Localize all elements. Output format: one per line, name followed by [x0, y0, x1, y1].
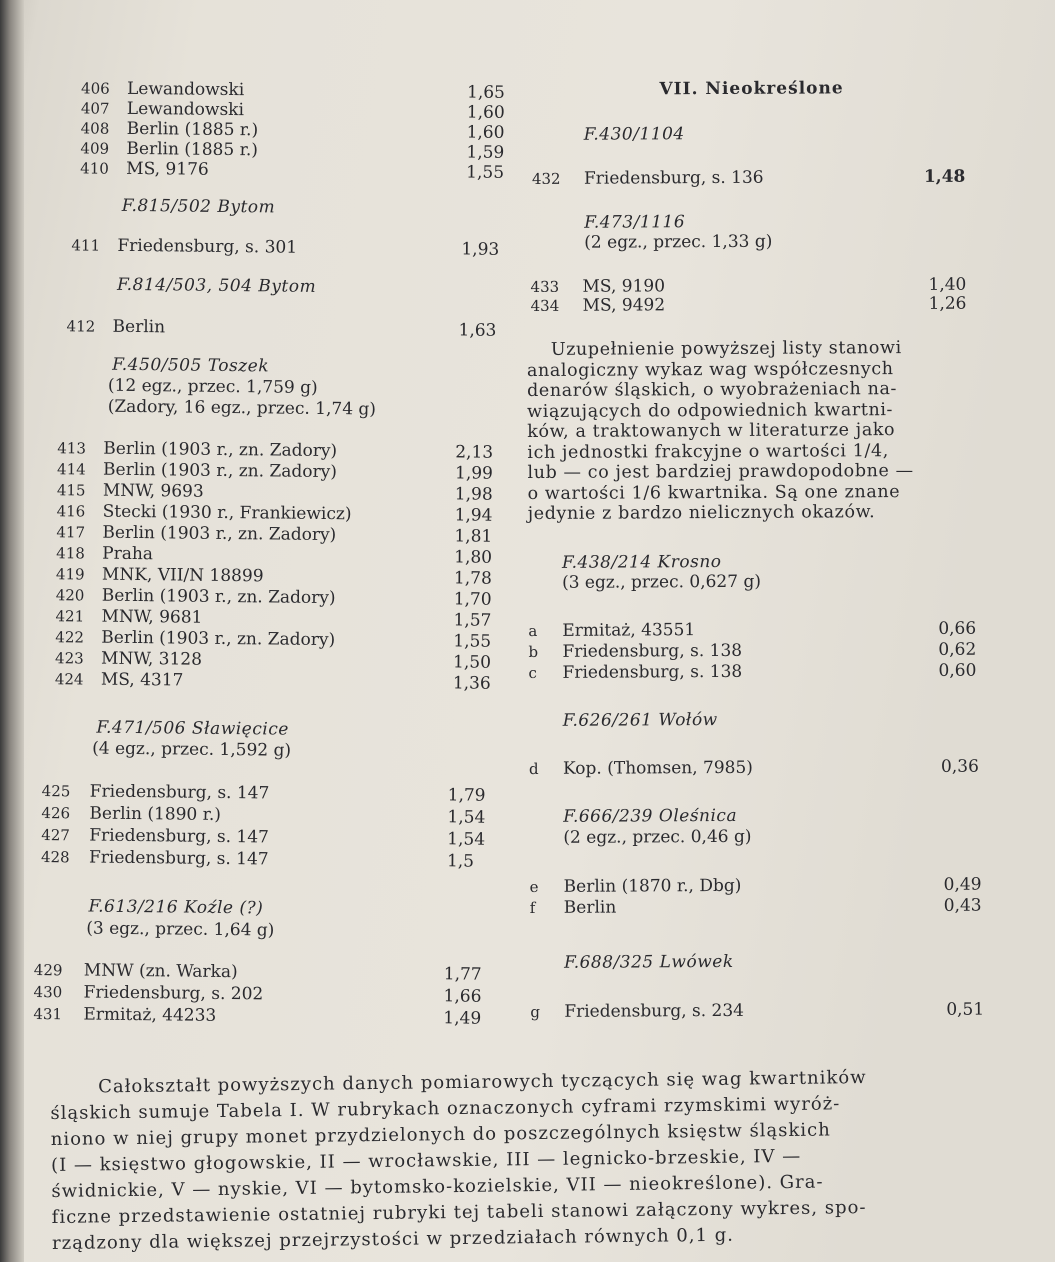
- list-item: [528, 661, 988, 684]
- item-weight: 1,5: [446, 851, 475, 872]
- item-weight: 1,26: [928, 293, 967, 314]
- item-letter: g: [530, 1002, 540, 1021]
- catalog-heading: F.815/502 Bytom: [121, 195, 276, 218]
- item-number: 422: [55, 628, 85, 647]
- item-weight: 1,81: [454, 526, 493, 547]
- item-weight: 0,66: [938, 618, 977, 639]
- item-weight: 1,66: [443, 986, 482, 1007]
- item-number: 423: [55, 649, 84, 668]
- item-letter: e: [529, 877, 539, 896]
- item-weight: 1,78: [453, 568, 492, 589]
- list-item: [530, 875, 990, 898]
- item-source: Berlin (1885 r.): [126, 118, 259, 141]
- item-weight: 1,49: [443, 1008, 482, 1029]
- item-number: 416: [56, 502, 86, 521]
- paragraph-line: Całokształt powyższych danych pomiarowych tyczących się wag kwartników: [98, 1067, 867, 1098]
- item-number: 426: [41, 804, 71, 823]
- item-source: Berlin (1903 r., zn. Zadory): [103, 438, 338, 462]
- item-weight: 1,54: [447, 829, 486, 850]
- item-source: Friedensburg, s. 202: [83, 982, 264, 1005]
- paragraph-line: analogiczny wykaz wag współczesnych: [526, 358, 894, 381]
- item-source: MS, 9176: [126, 158, 209, 180]
- paragraph-line: jedynie z bardzo nielicznych okazów.: [527, 502, 876, 524]
- explanatory-paragraph: [527, 338, 973, 525]
- item-number: 412: [66, 317, 96, 336]
- item-weight: 1,36: [452, 673, 491, 694]
- item-source: Friedensburg, s. 147: [89, 825, 270, 848]
- list-item: [526, 167, 986, 190]
- list-item: [530, 896, 990, 919]
- item-number: 428: [40, 848, 70, 867]
- item-number: 432: [531, 169, 561, 188]
- item-weight: 1,60: [466, 102, 505, 123]
- item-weight: 1,40: [928, 274, 967, 295]
- item-number: 431: [33, 1004, 63, 1024]
- item-source: Berlin (1903 r., zn. Zadory): [101, 585, 336, 609]
- item-number: 411: [71, 236, 101, 255]
- item-source: Friedensburg, s. 147: [88, 847, 269, 870]
- item-number: 418: [56, 544, 85, 563]
- item-weight: 0,60: [938, 660, 977, 681]
- item-source: MNW, 9693: [102, 480, 204, 502]
- catalog-heading: F.666/239 Oleśnica: [563, 805, 738, 827]
- paragraph-line: śląskich sumuje Tabela I. W rubrykach oznaczonych cyframi rzymskimi wyróż-: [50, 1093, 841, 1124]
- item-number: 419: [55, 565, 85, 584]
- item-weight: 1,63: [458, 320, 497, 341]
- catalog-subheading: (Zadory, 16 egz., przec. 1,74 g): [107, 396, 377, 420]
- item-weight: 1,94: [454, 505, 493, 526]
- catalog-subheading: (3 egz., przec. 0,627 g): [561, 571, 762, 593]
- item-source: Lewandowski: [126, 78, 245, 101]
- item-weight: 1,48: [923, 166, 966, 187]
- item-number: 409: [80, 139, 110, 158]
- paragraph-line: ich jednostki frakcyjne o wartości 1/4,: [527, 440, 889, 463]
- item-source: Berlin (1885 r.): [126, 138, 259, 161]
- item-source: Friedensburg, s. 138: [562, 661, 743, 683]
- item-source: MNW, 3128: [101, 648, 203, 670]
- item-weight: 1,93: [461, 239, 500, 260]
- paragraph-line: rządzony dla większej przejrzystości w przedziałach równych 0,1 g.: [51, 1224, 735, 1254]
- item-weight: 1,77: [443, 964, 482, 985]
- item-number: 430: [33, 982, 63, 1002]
- item-weight: 1,99: [454, 463, 494, 484]
- item-number: 415: [56, 481, 86, 500]
- catalog-heading: F.688/325 Lwówek: [563, 951, 734, 973]
- item-weight: 0,36: [940, 756, 979, 777]
- paragraph-line: o wartości 1/6 kwartnika. Są one znane: [527, 481, 901, 504]
- item-number: 413: [57, 439, 87, 458]
- item-source: Berlin (1903 r., zn. Zadory): [102, 459, 338, 483]
- paragraph-line: lub — co jest bardziej prawdopodobne —: [527, 460, 914, 483]
- item-weight: 1,50: [452, 652, 492, 673]
- catalog-heading: F.450/505 Toszek: [112, 354, 270, 377]
- section-title: VII. Nieokreślone: [659, 78, 844, 100]
- item-number: 425: [41, 782, 71, 801]
- catalog-subheading: (2 egz., przec. 1,33 g): [584, 231, 773, 253]
- item-number: 417: [56, 523, 86, 542]
- item-source: Friedensburg, s. 234: [564, 1000, 745, 1022]
- item-weight: 1,80: [454, 547, 493, 568]
- catalog-heading: F.471/506 Sławięcice: [96, 717, 289, 740]
- catalog-heading: F.626/261 Wołów: [562, 710, 718, 731]
- item-number: 434: [530, 296, 560, 315]
- item-number: 427: [41, 826, 70, 845]
- item-weight: 1,54: [447, 807, 486, 828]
- item-letter: d: [528, 759, 539, 778]
- item-letter: b: [528, 642, 539, 661]
- item-number: 433: [530, 277, 560, 296]
- paragraph-line: ficzne przedstawienie ostatniej rubryki tej tabeli stanowi załączony wykres, spo-: [51, 1197, 867, 1228]
- item-weight: 2,13: [455, 442, 494, 463]
- catalog-subheading: (4 egz., przec. 1,592 g): [92, 738, 292, 761]
- item-source: Berlin: [112, 316, 166, 338]
- item-weight: 1,65: [466, 82, 506, 103]
- paragraph-line: świdnickie, V — nyskie, VI — bytomsko-kozielskie, VII — nieokreślone). Gra-: [51, 1171, 824, 1202]
- book-spine-shadow: [0, 0, 24, 1262]
- item-source: Friedensburg, s. 147: [89, 781, 270, 804]
- item-letter: a: [528, 621, 538, 640]
- paragraph-line: denarów śląskich, o wyobrażeniach na-: [526, 379, 898, 401]
- item-weight: 1,57: [453, 610, 492, 631]
- item-source: MNW (zn. Warka): [83, 960, 238, 983]
- catalog-heading: F.473/1116: [584, 212, 686, 233]
- list-item: [527, 294, 987, 317]
- item-source: Friedensburg, s. 138: [562, 640, 743, 662]
- item-source: Ermitaż, 44233: [83, 1004, 217, 1026]
- item-number: 429: [33, 960, 63, 980]
- catalog-subheading: (2 egz., przec. 0,46 g): [563, 826, 752, 848]
- paragraph-line: ków, a traktowanych w literaturze jako: [527, 420, 896, 442]
- list-item: [528, 619, 988, 642]
- summary-paragraph: [50, 1064, 972, 1257]
- item-source: Ermitaż, 43551: [562, 620, 696, 641]
- item-source: Berlin (1903 r., zn. Zadory): [101, 627, 336, 651]
- item-source: Kop. (Thomsen, 7985): [562, 757, 753, 779]
- item-weight: 1,70: [453, 589, 492, 610]
- item-number: 424: [54, 670, 84, 689]
- item-source: MNK, VII/N 18899: [101, 564, 264, 587]
- item-source: Friedensburg, s. 136: [583, 167, 764, 189]
- item-weight: 0,43: [943, 895, 982, 916]
- item-source: Berlin: [563, 897, 617, 918]
- item-weight: 0,51: [946, 999, 985, 1020]
- item-source: MNW, 9681: [101, 606, 203, 628]
- item-number: 407: [80, 99, 110, 118]
- item-source: MS, 4317: [100, 669, 184, 691]
- item-source: Lewandowski: [126, 98, 245, 121]
- item-weight: 1,59: [466, 142, 505, 163]
- item-source: Friedensburg, s. 301: [117, 235, 298, 258]
- item-weight: 1,79: [447, 785, 486, 806]
- item-weight: 0,62: [938, 639, 977, 660]
- paragraph-line: wiązujących do odpowiednich kwartni-: [527, 399, 894, 422]
- catalog-heading: F.814/503, 504 Bytom: [116, 274, 317, 297]
- item-letter: f: [529, 898, 536, 917]
- item-weight: 0,49: [943, 874, 982, 895]
- item-source: Stecki (1930 r., Frankiewicz): [102, 501, 352, 525]
- item-number: 414: [56, 460, 86, 479]
- item-letter: c: [528, 663, 537, 682]
- item-source: MS, 9190: [582, 276, 666, 297]
- item-number: 410: [80, 159, 109, 178]
- item-number: 408: [80, 119, 110, 138]
- item-source: Berlin (1890 r.): [89, 803, 222, 825]
- paragraph-line: niono w niej grupy monet przydzielonych do poszczególnych księstw śląskich: [50, 1119, 831, 1150]
- paragraph-line: (I — księstwo głogowskie, II — wrocławskie, III — legnicko-brzeskie, IV —: [50, 1145, 802, 1176]
- paragraph-line: Uzupełnienie powyższej listy stanowi: [550, 338, 902, 360]
- catalog-heading: F.613/216 Koźle (?): [88, 896, 264, 919]
- item-weight: 1,55: [466, 162, 505, 183]
- item-number: 421: [55, 607, 85, 626]
- item-source: Berlin (1903 r., zn. Zadory): [102, 522, 337, 546]
- list-item: [528, 640, 988, 663]
- list-item: [530, 1000, 990, 1023]
- item-weight: 1,60: [466, 122, 505, 143]
- item-weight: 1,55: [453, 631, 492, 652]
- catalog-subheading: (3 egz., przec. 1,64 g): [86, 918, 275, 941]
- item-source: Berlin (1870 r., Dbg): [563, 875, 742, 897]
- catalog-heading: F.430/1104: [583, 124, 685, 145]
- catalog-heading: F.438/214 Krosno: [561, 551, 722, 573]
- item-source: Praha: [102, 543, 154, 565]
- catalog-subheading: (12 egz., przec. 1,759 g): [107, 375, 318, 398]
- item-weight: 1,98: [454, 484, 493, 505]
- item-source: MS, 9492: [582, 295, 666, 316]
- list-item: [529, 757, 989, 780]
- item-number: 406: [80, 79, 110, 98]
- item-number: 420: [55, 586, 85, 605]
